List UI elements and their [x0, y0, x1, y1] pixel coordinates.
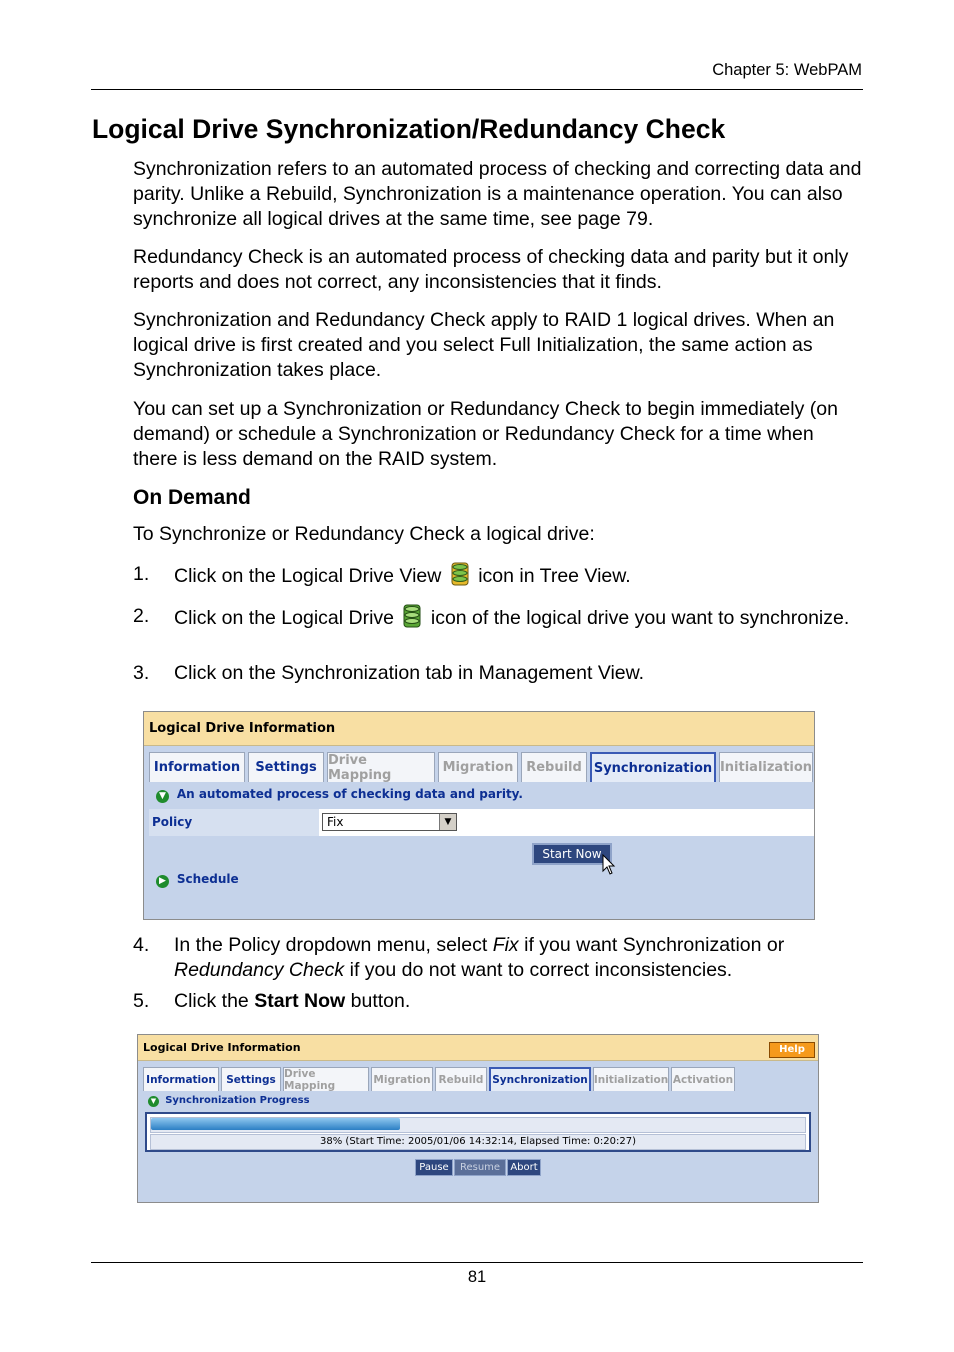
tab-activation[interactable]: Activation [671, 1067, 735, 1091]
step-4-text [174, 933, 864, 983]
tab-synchronization[interactable]: Synchronization [590, 752, 716, 782]
schedule-row[interactable] [156, 872, 239, 888]
step-5-part-2: button. [345, 990, 411, 1012]
policy-select[interactable] [322, 813, 457, 831]
paragraph-sync-intro: Synchronization refers to an automated process of checking and correcting data and parity. Unlike a Rebuild, Synchronization is a maintenance operation. You can also synchronize all logical drives at the same time, see page 79. [133, 158, 862, 230]
step-4-part-2: if you want Synchronization or [518, 934, 785, 956]
logical-drive-info-panel [143, 711, 815, 920]
paragraph-raid1: Synchronization and Redundancy Check apply to RAID 1 logical drives. When an logical drive is first created and you select Full Initialization, the same action as Synchronization takes place. [133, 309, 835, 381]
step-1-number: 1. [133, 563, 150, 585]
tab-settings[interactable]: Settings [248, 752, 324, 782]
step-2-text [174, 604, 864, 631]
step-5-text [174, 989, 864, 1014]
paragraph-schedule: You can set up a Synchronization or Redundancy Check to begin immediately (on demand) or schedule a Synchronization or Redundancy Check for a time when there is less demand on the RAID system. [133, 398, 838, 470]
policy-label: Policy [152, 815, 193, 829]
step-1-text [174, 562, 864, 589]
progress-box [145, 1112, 811, 1152]
step-4-number: 4. [133, 934, 150, 956]
pause-button[interactable]: Pause [415, 1159, 453, 1176]
help-button[interactable]: Help [769, 1042, 815, 1058]
progress-heading: Synchronization Progress [165, 1095, 310, 1106]
footer-rule [91, 1262, 863, 1263]
tab-information[interactable]: Information [143, 1067, 219, 1091]
step-3-text: Click on the Synchronization tab in Management View. [174, 662, 645, 684]
logical-drive-icon [401, 604, 423, 628]
policy-row [149, 809, 814, 836]
abort-button[interactable]: Abort [507, 1159, 541, 1176]
description-text: An automated process of checking data and parity. [176, 787, 523, 801]
step-2-text-before: Click on the Logical Drive [174, 607, 395, 629]
step-5-part-1: Click the [174, 990, 255, 1012]
step-4-part-1: In the Policy dropdown menu, select [174, 934, 493, 956]
section-title: Logical Drive Synchronization/Redundancy Check [92, 114, 726, 144]
tab-initialization[interactable]: Initialization [593, 1067, 669, 1091]
step-1-text-before: Click on the Logical Drive View [174, 565, 442, 587]
mouse-cursor-icon [602, 854, 616, 876]
schedule-label: Schedule [176, 872, 239, 886]
chapter-header: Chapter 5: WebPAM [712, 61, 862, 79]
chevron-right-icon: ▶ [156, 875, 169, 888]
subsection-title: On Demand [133, 486, 251, 509]
chevron-down-icon: ▼ [156, 790, 169, 803]
step-4-em-fix: Fix [492, 934, 519, 956]
panel-title: Logical Drive Information [138, 1035, 818, 1061]
subsection-intro: To Synchronize or Redundancy Check a logical drive: [133, 523, 595, 545]
start-now-button[interactable]: Start Now [532, 843, 612, 865]
tab-rebuild[interactable]: Rebuild [435, 1067, 487, 1091]
sync-progress-panel [137, 1034, 819, 1203]
description-row [156, 787, 523, 803]
logical-drive-view-icon [449, 562, 471, 586]
step-4-em-redundancy: Redundancy Check [174, 959, 345, 981]
header-rule [91, 89, 863, 90]
tab-synchronization[interactable]: Synchronization [489, 1067, 591, 1091]
progress-heading-row [148, 1095, 310, 1107]
chevron-down-icon: ▼ [148, 1096, 159, 1107]
step-5-strong: Start Now [254, 990, 346, 1012]
step-2-text-after: icon of the logical drive you want to synchronize. [430, 607, 850, 629]
tab-bar [138, 1067, 818, 1091]
chevron-down-icon[interactable]: ▼ [439, 814, 456, 830]
tab-migration[interactable]: Migration [438, 752, 518, 782]
policy-select-value: Fix [327, 815, 344, 829]
tab-rebuild[interactable]: Rebuild [521, 752, 587, 782]
step-1-text-after: icon in Tree View. [478, 565, 631, 587]
tab-information[interactable]: Information [149, 752, 245, 782]
tab-drive-mapping[interactable]: Drive Mapping [327, 752, 435, 782]
tab-settings[interactable]: Settings [221, 1067, 281, 1091]
tab-bar [144, 752, 814, 782]
page-number: 81 [467, 1268, 487, 1286]
tab-initialization[interactable]: Initialization [719, 752, 813, 782]
step-3-number: 3. [133, 662, 150, 684]
step-5-number: 5. [133, 990, 150, 1012]
step-2-number: 2. [133, 605, 150, 627]
tab-drive-mapping[interactable]: Drive Mapping [283, 1067, 369, 1091]
resume-button[interactable]: Resume [454, 1159, 506, 1176]
panel-title: Logical Drive Information [144, 712, 814, 746]
progress-status-text: 38% (Start Time: 2005/01/06 14:32:14, Elapsed Time: 0:20:27) [150, 1134, 806, 1150]
tab-migration[interactable]: Migration [371, 1067, 433, 1091]
paragraph-redundancy: Redundancy Check is an automated process of checking data and parity but it only reports and does not correct, any inconsistencies that it finds. [133, 246, 849, 293]
progress-bar-fill [151, 1118, 400, 1130]
control-buttons [415, 1159, 541, 1176]
step-4-part-3: if you do not want to correct inconsistencies. [344, 959, 733, 981]
